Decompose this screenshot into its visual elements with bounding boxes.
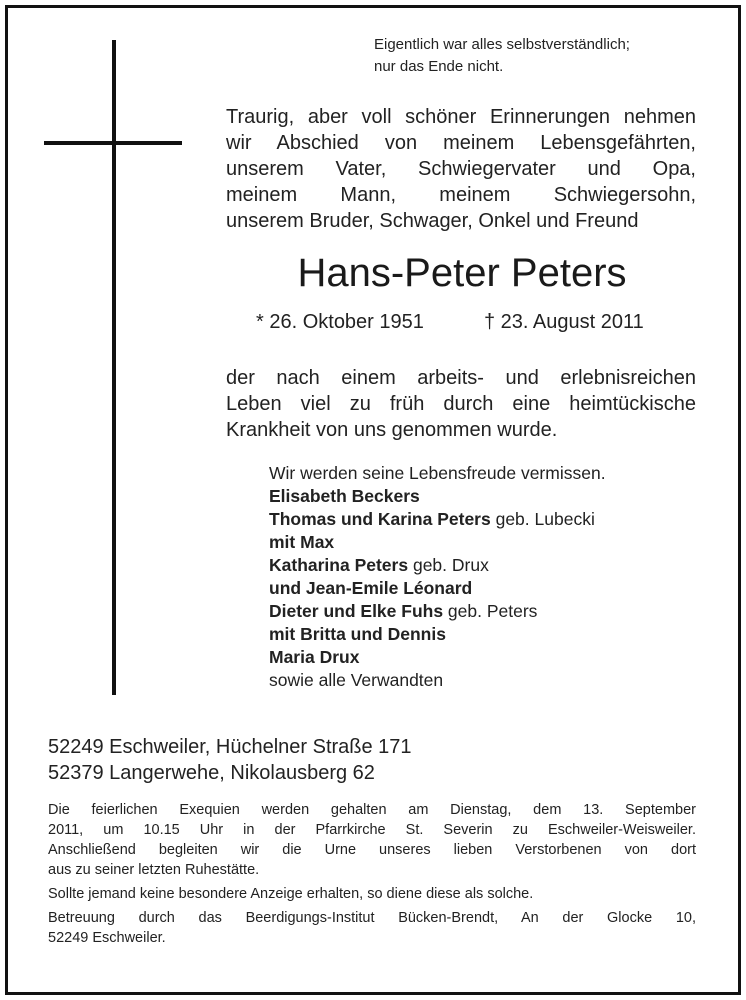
address-line: 52249 Eschweiler, Hüchelner Straße 171 bbox=[48, 736, 412, 758]
mourner-entry bbox=[269, 623, 709, 646]
intro-line: unserem Vater, Schwiegervater und Opa, bbox=[226, 158, 696, 180]
passage-text bbox=[226, 365, 696, 443]
mourner-name: Elisabeth Beckers bbox=[269, 486, 420, 506]
mourners-closing: sowie alle Verwandten bbox=[269, 670, 444, 690]
mourner-name: mit Max bbox=[269, 532, 335, 552]
mourner-entry bbox=[269, 554, 709, 577]
mourner-name: Maria Drux bbox=[269, 647, 360, 667]
birth-date: * 26. Oktober 1951 bbox=[256, 311, 424, 333]
life-dates bbox=[256, 309, 676, 335]
service-line: aus zu seiner letzten Ruhestätte. bbox=[48, 862, 260, 878]
undertaker-line: Betreuung durch das Beerdigungs-Institut Bücken-Brendt, An der Glocke 10, bbox=[48, 910, 696, 926]
service-line: Die feierlichen Exequien werden gehalten am Dienstag, dem 13. September bbox=[48, 802, 696, 818]
mourner-name: mit Britta und Dennis bbox=[269, 624, 446, 644]
mourner-note: geb. Peters bbox=[443, 601, 538, 621]
mourner-entry bbox=[269, 600, 709, 623]
passage-line: Krankheit von uns genommen wurde. bbox=[226, 419, 558, 441]
deceased-name: Hans-Peter Peters bbox=[297, 251, 627, 295]
intro-text bbox=[226, 104, 696, 234]
mourner-note: geb. Lubecki bbox=[490, 509, 595, 529]
intro-line: wir Abschied von meinem Lebensgefährten, bbox=[226, 132, 696, 154]
notice-remark: Sollte jemand keine besondere Anzeige erhalten, so diene diese als solche. bbox=[48, 886, 534, 902]
mourner-entry bbox=[269, 508, 709, 531]
mourner-name: Dieter und Elke Fuhs bbox=[269, 601, 444, 621]
death-date: † 23. August 2011 bbox=[484, 311, 644, 333]
motto-line: Eigentlich war alles selbstverständlich; bbox=[374, 36, 630, 53]
mourner-entry bbox=[269, 531, 709, 554]
motto-line: nur das Ende nicht. bbox=[374, 58, 504, 75]
intro-line: unserem Bruder, Schwager, Onkel und Freund bbox=[226, 210, 639, 232]
mourners-heading: Wir werden seine Lebensfreude vermissen. bbox=[269, 463, 606, 483]
service-line: 2011, um 10.15 Uhr in der Pfarrkirche St. Severin zu Eschweiler-Weisweiler. bbox=[48, 822, 696, 838]
addresses bbox=[48, 734, 548, 786]
motto bbox=[374, 34, 704, 78]
passage-line: der nach einem arbeits- und erlebnisreichen bbox=[226, 367, 696, 389]
mourner-name: Katharina Peters bbox=[269, 555, 409, 575]
service-line: Anschließend begleiten wir die Urne unseres lieben Verstorbenen von dort bbox=[48, 842, 696, 858]
passage-line: Leben viel zu früh durch eine heimtückische bbox=[226, 393, 696, 415]
address-line: 52379 Langerwehe, Nikolausberg 62 bbox=[48, 762, 375, 784]
mourner-name: Thomas und Karina Peters bbox=[269, 509, 491, 529]
mourner-note: geb. Drux bbox=[408, 555, 489, 575]
cross-icon-bar bbox=[44, 141, 182, 145]
intro-line: meinem Mann, meinem Schwiegersohn, bbox=[226, 184, 696, 206]
mourner-entry bbox=[269, 485, 709, 508]
mourners-list bbox=[269, 462, 709, 692]
mourner-entry bbox=[269, 646, 709, 669]
mourner-name: und Jean-Emile Léonard bbox=[269, 578, 473, 598]
mourner-entry bbox=[269, 577, 709, 600]
service-info bbox=[48, 800, 696, 948]
intro-line: Traurig, aber voll schöner Erinnerungen nehmen bbox=[226, 106, 696, 128]
undertaker-line: 52249 Eschweiler. bbox=[48, 930, 166, 946]
cross-icon bbox=[112, 40, 116, 695]
